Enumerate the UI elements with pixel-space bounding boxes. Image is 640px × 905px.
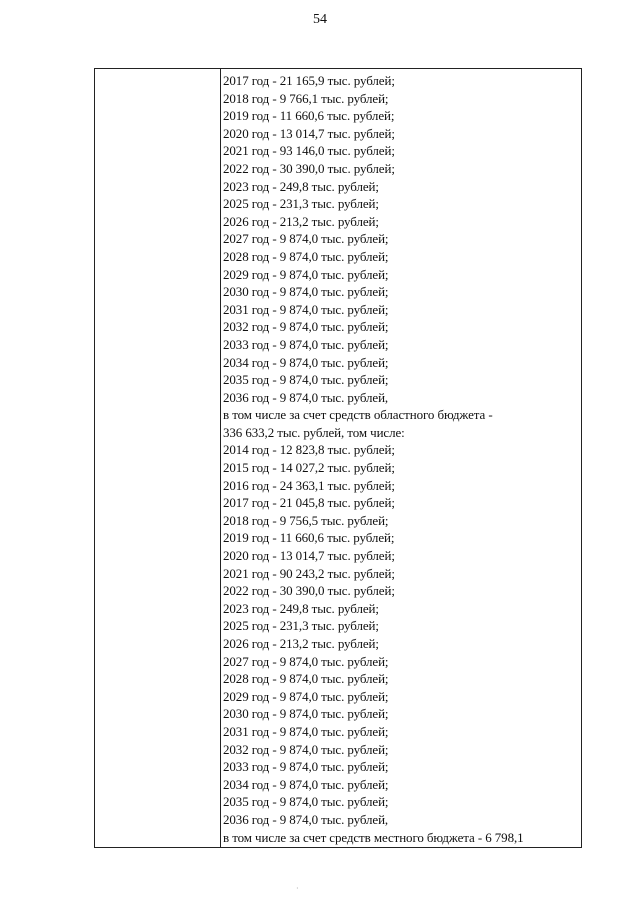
funding-line: 2031 год - 9 874,0 тыс. рублей; bbox=[223, 301, 389, 317]
funding-line: 2027 год - 9 874,0 тыс. рублей; bbox=[223, 653, 389, 669]
funding-line: 2017 год - 21 045,8 тыс. рублей; bbox=[223, 495, 395, 511]
funding-line: 2029 год - 9 874,0 тыс. рублей; bbox=[223, 266, 389, 282]
funding-line: 2033 год - 9 874,0 тыс. рублей; bbox=[223, 759, 389, 775]
column-divider bbox=[220, 69, 221, 847]
funding-table bbox=[94, 68, 582, 848]
funding-line: 2029 год - 9 874,0 тыс. рублей; bbox=[223, 688, 389, 704]
funding-line: 2018 год - 9 766,1 тыс. рублей; bbox=[223, 90, 389, 106]
funding-line: 2020 год - 13 014,7 тыс. рублей; bbox=[223, 125, 395, 141]
funding-line: 2019 год - 11 660,6 тыс. рублей; bbox=[223, 530, 395, 546]
funding-line: 2035 год - 9 874,0 тыс. рублей; bbox=[223, 372, 389, 388]
funding-line: 2034 год - 9 874,0 тыс. рублей; bbox=[223, 776, 389, 792]
funding-line: 2030 год - 9 874,0 тыс. рублей; bbox=[223, 284, 389, 300]
funding-line: 2030 год - 9 874,0 тыс. рублей; bbox=[223, 706, 389, 722]
funding-line: 2021 год - 90 243,2 тыс. рублей; bbox=[223, 565, 395, 581]
funding-line: 2026 год - 213,2 тыс. рублей; bbox=[223, 636, 379, 651]
funding-line: 2036 год - 9 874,0 тыс. рублей, bbox=[223, 811, 389, 827]
funding-line: 2028 год - 9 874,0 тыс. рублей; bbox=[223, 248, 389, 264]
funding-line: 2023 год - 249,8 тыс. рублей; bbox=[223, 600, 379, 616]
funding-line: 2032 год - 9 874,0 тыс. рублей; bbox=[223, 741, 389, 757]
funding-line: 2014 год - 12 823,8 тыс. рублей; bbox=[223, 442, 395, 458]
funding-line: 2017 год - 21 165,9 тыс. рублей; bbox=[223, 73, 395, 88]
funding-line: 2022 год - 30 390,0 тыс. рублей; bbox=[223, 160, 395, 176]
funding-line: 2023 год - 249,8 тыс. рублей; bbox=[223, 178, 379, 194]
funding-line: 2020 год - 13 014,7 тыс. рублей; bbox=[223, 548, 395, 564]
funding-lines-cell bbox=[223, 72, 581, 846]
funding-line: 2026 год - 213,2 тыс. рублей; bbox=[223, 213, 379, 229]
funding-line: 2022 год - 30 390,0 тыс. рублей; bbox=[223, 583, 395, 599]
funding-line: 2034 год - 9 874,0 тыс. рублей; bbox=[223, 354, 389, 370]
funding-line: 2027 год - 9 874,0 тыс. рублей; bbox=[223, 231, 389, 247]
funding-line: 2032 год - 9 874,0 тыс. рублей; bbox=[223, 319, 389, 335]
funding-line: 336 633,2 тыс. рублей, том числе: bbox=[223, 424, 405, 440]
funding-line: 2019 год - 11 660,6 тыс. рублей; bbox=[223, 108, 395, 124]
scan-mark: · bbox=[296, 884, 299, 893]
funding-line: 2021 год - 93 146,0 тыс. рублей; bbox=[223, 143, 395, 159]
funding-line: 2028 год - 9 874,0 тыс. рублей; bbox=[223, 671, 389, 687]
funding-line: 2018 год - 9 756,5 тыс. рублей; bbox=[223, 512, 389, 528]
funding-line: 2033 год - 9 874,0 тыс. рублей; bbox=[223, 336, 389, 352]
funding-line: в том числе за счет средств местного бюджета - 6 798,1 bbox=[223, 829, 524, 845]
funding-line: 2015 год - 14 027,2 тыс. рублей; bbox=[223, 460, 395, 476]
funding-line: 2025 год - 231,3 тыс. рублей; bbox=[223, 618, 379, 634]
page-number: 54 bbox=[313, 12, 327, 27]
funding-line: 2025 год - 231,3 тыс. рублей; bbox=[223, 196, 379, 212]
funding-line: в том числе за счет средств областного бюджета - bbox=[223, 407, 493, 423]
funding-line: 2035 год - 9 874,0 тыс. рублей; bbox=[223, 794, 389, 810]
funding-line: 2036 год - 9 874,0 тыс. рублей, bbox=[223, 389, 389, 405]
funding-line: 2016 год - 24 363,1 тыс. рублей; bbox=[223, 477, 395, 493]
funding-line: 2031 год - 9 874,0 тыс. рублей; bbox=[223, 723, 389, 739]
